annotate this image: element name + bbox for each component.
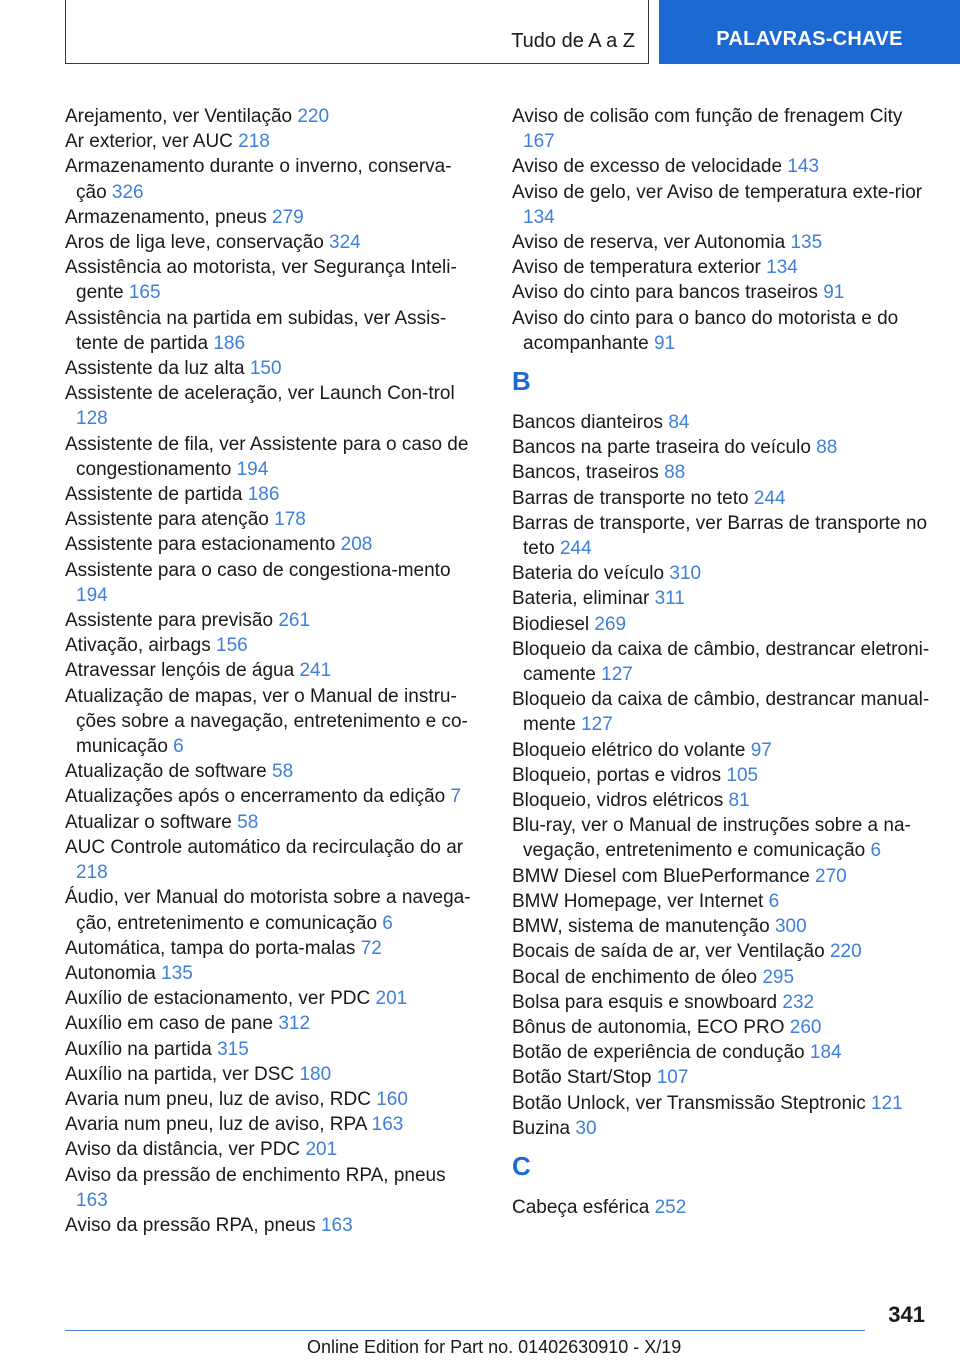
index-entry (65, 230, 475, 255)
page-reference-link[interactable]: 84 (668, 412, 690, 434)
entry-text: Bocal de enchimento de óleo (512, 966, 758, 988)
entry-text: Botão Unlock, ver Transmissão Steptronic (512, 1092, 866, 1114)
entry-text: Arejamento, ver Ventilação (65, 106, 293, 127)
page-reference-link[interactable]: 6 (382, 912, 393, 934)
page-reference-link[interactable]: 279 (272, 206, 304, 228)
index-entry (65, 482, 475, 507)
index-entry (512, 104, 932, 154)
page-reference-link[interactable]: 178 (274, 509, 306, 531)
page-reference-link[interactable]: 261 (278, 610, 311, 632)
entry-text: Bateria do veículo (512, 563, 665, 585)
entry-text: Botão Start/Stop (512, 1067, 652, 1089)
index-entry (65, 1087, 475, 1112)
page-reference-link[interactable]: 128 (76, 408, 108, 430)
entry-text: Bocais de saída de ar, ver Ventilação (512, 941, 825, 963)
page-reference-link[interactable]: 156 (216, 635, 248, 657)
index-entry (512, 1195, 932, 1220)
entry-text: Biodiesel (512, 613, 590, 635)
index-entry (512, 460, 932, 485)
footer-rule (65, 1330, 865, 1331)
page-reference-link[interactable]: 194 (76, 584, 108, 606)
index-entry (512, 486, 932, 511)
index-entry (65, 356, 475, 381)
index-entry (65, 961, 475, 986)
entry-text: Bloqueio da caixa de câmbio, destrancar manual-mente (512, 689, 930, 736)
page-reference-link[interactable]: 167 (523, 131, 555, 153)
index-entry (65, 1062, 475, 1087)
entry-text: Cabeça esférica (512, 1196, 650, 1218)
page-reference-link[interactable]: 97 (750, 739, 772, 761)
page-reference-link[interactable]: 150 (249, 358, 282, 380)
entry-text: Atualização de mapas, ver o Manual de instru-ções sobre a navegação, entretenimento e co-municação (65, 685, 468, 758)
index-entry (65, 432, 475, 482)
index-entry (65, 1037, 475, 1062)
index-entry (65, 507, 475, 532)
entry-text: Auxílio em caso de pane (65, 1013, 274, 1035)
index-list-a-right (512, 104, 932, 356)
index-list-b (512, 410, 932, 1141)
entry-text: Bancos na parte traseira do veículo (512, 437, 811, 459)
index-entry (512, 637, 932, 687)
index-list-a-left (65, 104, 475, 1238)
page-reference-link[interactable]: 135 (790, 232, 823, 254)
page-reference-link[interactable]: 218 (76, 862, 108, 884)
entry-text: Bolsa para esquis e snowboard (512, 991, 778, 1013)
index-entry (512, 154, 932, 179)
index-entry (65, 1011, 475, 1036)
entry-text: Avaria num pneu, luz de aviso, RDC (65, 1088, 371, 1110)
index-entry (65, 810, 475, 835)
entry-text: Aros de liga leve, conservação (65, 232, 324, 254)
index-entry (512, 230, 932, 255)
page-reference-link[interactable]: 241 (299, 660, 332, 682)
entry-text: Assistência na partida em subidas, ver Assis-tente de partida (65, 307, 447, 354)
index-entry (512, 788, 932, 813)
entry-text: Aviso da distância, ver PDC (65, 1139, 301, 1161)
page-reference-link[interactable]: 58 (272, 761, 294, 783)
index-entry (512, 561, 932, 586)
entry-text: Aviso de temperatura exterior (512, 257, 761, 279)
index-entry (65, 633, 475, 658)
page-reference-link[interactable]: 184 (809, 1042, 842, 1064)
index-entry (512, 864, 932, 889)
index-entry (65, 532, 475, 557)
index-entry (65, 1112, 475, 1137)
page-reference-link[interactable]: 180 (299, 1063, 332, 1085)
entry-text: Bloqueio elétrico do volante (512, 739, 746, 761)
entry-text: Auxílio na partida (65, 1038, 212, 1060)
page-reference-link[interactable]: 270 (815, 865, 847, 887)
page-reference-link[interactable]: 208 (340, 534, 373, 556)
chapter-title: PALAVRAS-CHAVE (659, 0, 960, 64)
index-entry (65, 306, 475, 356)
page-reference-link[interactable]: 324 (329, 232, 361, 254)
index-entry (512, 1015, 932, 1040)
entry-text: BMW Homepage, ver Internet (512, 890, 764, 912)
page-reference-link[interactable]: 58 (237, 811, 259, 833)
page-reference-link[interactable]: 134 (523, 206, 555, 228)
entry-text: Armazenamento, pneus (65, 206, 267, 228)
entry-text: Aviso de excesso de velocidade (512, 156, 783, 178)
page-reference-link[interactable]: 244 (559, 538, 592, 560)
page-reference-link[interactable]: 127 (601, 664, 633, 686)
page-reference-link[interactable]: 6 (870, 840, 882, 862)
page-reference-link[interactable]: 134 (766, 257, 798, 279)
index-entry (512, 511, 932, 561)
index-list-c (512, 1195, 932, 1220)
entry-text: Assistente para estacionamento (65, 534, 336, 556)
page-reference-link[interactable]: 91 (654, 332, 676, 354)
entry-text: Assistente para previsão (65, 610, 274, 632)
page-reference-link[interactable]: 269 (594, 613, 627, 635)
entry-text: Aviso do cinto para bancos traseiros (512, 282, 818, 304)
page-reference-link[interactable]: 160 (376, 1088, 408, 1110)
page-reference-link[interactable]: 143 (787, 156, 820, 178)
entry-text: BMW, sistema de manutenção (512, 916, 770, 938)
page-reference-link[interactable]: 81 (728, 790, 750, 812)
entry-text: Aviso da pressão de enchimento RPA, pneus (65, 1164, 446, 1186)
index-entry (65, 558, 475, 608)
entry-text: Blu-ray, ver o Manual de instruções sobre a na-vegação, entretenimento e comunicação (512, 815, 911, 862)
index-entry (512, 889, 932, 914)
page-reference-link[interactable]: 105 (726, 764, 759, 786)
index-entry (512, 738, 932, 763)
index-entry (512, 586, 932, 611)
page-reference-link[interactable]: 311 (654, 588, 685, 610)
entry-text: AUC Controle automático da recirculação do ar (65, 836, 464, 858)
index-entry (512, 612, 932, 637)
index-entry (65, 684, 475, 760)
entry-text: Bateria, eliminar (512, 588, 650, 610)
index-entry (512, 1091, 932, 1116)
index-entry (65, 129, 475, 154)
entry-text: Assistente para o caso de congestiona-mento (65, 559, 451, 581)
page-reference-link[interactable]: 165 (128, 282, 161, 304)
page-reference-link[interactable]: 163 (371, 1114, 404, 1136)
entry-text: Aviso da pressão RPA, pneus (65, 1214, 316, 1236)
page-reference-link[interactable]: 244 (753, 487, 786, 509)
page-reference-link[interactable]: 135 (161, 962, 193, 984)
entry-text: Bancos, traseiros (512, 462, 659, 484)
entry-text: Atualizar o software (65, 811, 232, 833)
entry-text: BMW Diesel com BluePerformance (512, 865, 810, 887)
index-entry (65, 1137, 475, 1162)
entry-text: Atualização de software (65, 761, 267, 783)
index-entry (512, 914, 932, 939)
page-reference-link[interactable]: 91 (823, 282, 845, 304)
index-entry (512, 1116, 932, 1141)
page-reference-link[interactable]: 163 (320, 1214, 353, 1236)
entry-text: Ativação, airbags (65, 635, 211, 657)
page-reference-link[interactable]: 232 (782, 991, 815, 1013)
page-reference-link[interactable]: 260 (789, 1016, 822, 1038)
entry-text: Atravessar lençóis de água (65, 660, 295, 682)
page-reference-link[interactable]: 300 (774, 916, 807, 938)
entry-text: Assistente para atenção (65, 509, 269, 531)
index-entry (512, 939, 932, 964)
page-reference-link[interactable]: 220 (297, 106, 330, 127)
index-entry (512, 965, 932, 990)
entry-text: Assistente de fila, ver Assistente para o caso de congestionamento (65, 433, 469, 480)
index-entry (65, 759, 475, 784)
page-reference-link[interactable]: 315 (217, 1038, 249, 1060)
entry-text: Auxílio na partida, ver DSC (65, 1063, 295, 1085)
page-reference-link[interactable]: 201 (305, 1139, 338, 1161)
index-entry (65, 104, 475, 129)
index-entry (65, 255, 475, 305)
entry-text: Aviso do cinto para o banco do motorista e do acompanhante (512, 307, 899, 354)
page-reference-link[interactable]: 218 (238, 131, 270, 153)
index-entry (65, 1213, 475, 1238)
page-reference-link[interactable]: 72 (360, 937, 382, 959)
page-reference-link[interactable]: 201 (375, 988, 408, 1010)
page-reference-link[interactable]: 186 (247, 484, 280, 506)
entry-text: Barras de transporte no teto (512, 487, 749, 509)
entry-text: Avaria num pneu, luz de aviso, RPA (65, 1114, 367, 1136)
entry-text: Armazenamento durante o inverno, conserva-ção (65, 156, 452, 203)
index-entry (65, 658, 475, 683)
page-reference-link[interactable]: 163 (76, 1189, 108, 1211)
index-entry (65, 784, 475, 809)
index-entry (65, 205, 475, 230)
entry-text: Atualizações após o encerramento da edição (65, 786, 446, 808)
page-reference-link[interactable]: 194 (236, 458, 269, 480)
entry-text: Áudio, ver Manual do motorista sobre a navega-ção, entretenimento e comunicação (65, 887, 471, 934)
index-entry (512, 990, 932, 1015)
entry-text: Assistente da luz alta (65, 358, 245, 380)
index-entry (512, 280, 932, 305)
entry-text: Auxílio de estacionamento, ver PDC (65, 988, 371, 1010)
page-reference-link[interactable]: 186 (213, 332, 246, 354)
index-entry (512, 813, 932, 863)
index-column-left (65, 104, 475, 1238)
entry-text: Aviso de colisão com função de frenagem City (512, 106, 903, 127)
section-letter-b: B (512, 366, 531, 397)
footer-edition: Online Edition for Part no. 01402630910 - X/19 (307, 1337, 682, 1357)
entry-text: Assistente de partida (65, 484, 243, 506)
entry-text: Bônus de autonomia, ECO PRO (512, 1016, 785, 1038)
section-letter-c: C (512, 1150, 531, 1181)
page-number: 341 (888, 1302, 925, 1327)
index-entry (65, 936, 475, 961)
entry-text: Assistente de aceleração, ver Launch Con-trol (65, 383, 455, 405)
index-entry (512, 255, 932, 280)
page-reference-link[interactable]: 121 (871, 1092, 903, 1114)
index-entry (65, 1163, 475, 1213)
entry-text: Bloqueio, portas e vidros (512, 764, 722, 786)
entry-text: Barras de transporte, ver Barras de transporte no teto (512, 512, 928, 560)
page-reference-link[interactable]: 326 (111, 181, 144, 203)
index-entry (65, 381, 475, 431)
entry-text: Aviso de reserva, ver Autonomia (512, 232, 786, 254)
entry-text: Botão de experiência de condução (512, 1042, 805, 1064)
page-reference-link[interactable]: 88 (664, 462, 686, 484)
entry-text: Ar exterior, ver AUC (65, 131, 233, 153)
index-entry (512, 1040, 932, 1065)
page-reference-link[interactable]: 312 (278, 1013, 311, 1035)
page-reference-link[interactable]: 88 (816, 437, 838, 459)
page-reference-link[interactable]: 6 (173, 736, 184, 758)
index-entry (65, 986, 475, 1011)
index-entry (65, 835, 475, 885)
page-reference-link[interactable]: 295 (762, 966, 795, 988)
page-reference-link[interactable]: 7 (450, 786, 462, 808)
index-entry (65, 885, 475, 935)
index-entry (512, 180, 932, 230)
page-reference-link[interactable]: 310 (669, 563, 702, 585)
page-reference-link[interactable]: 127 (581, 714, 613, 736)
page-reference-link[interactable]: 30 (575, 1117, 597, 1139)
page-reference-link[interactable]: 220 (829, 941, 862, 963)
index-entry (512, 687, 932, 737)
index-entry (65, 608, 475, 633)
entry-text: Assistência ao motorista, ver Segurança Inteli-gente (65, 257, 457, 304)
entry-text: Aviso de gelo, ver Aviso de temperatura exte-rior (512, 181, 923, 203)
entry-text: Automática, tampa do porta-malas (65, 937, 356, 959)
entry-text: Autonomia (65, 962, 156, 984)
page-reference-link[interactable]: 6 (768, 890, 780, 912)
index-entry (512, 1065, 932, 1090)
page-reference-link[interactable]: 107 (656, 1067, 689, 1089)
entry-text: Bloqueio, vidros elétricos (512, 790, 724, 812)
index-entry (65, 154, 475, 204)
entry-text: Bancos dianteiros (512, 412, 664, 434)
index-entry (512, 763, 932, 788)
index-entry (512, 435, 932, 460)
entry-text: Bloqueio da caixa de câmbio, destrancar eletroni-camente (512, 638, 930, 686)
section-title: Tudo de A a Z (511, 30, 635, 52)
index-entry (512, 306, 932, 356)
page-reference-link[interactable]: 252 (654, 1196, 687, 1218)
index-entry (512, 410, 932, 435)
entry-text: Buzina (512, 1117, 571, 1139)
index-column-right (512, 104, 932, 1220)
